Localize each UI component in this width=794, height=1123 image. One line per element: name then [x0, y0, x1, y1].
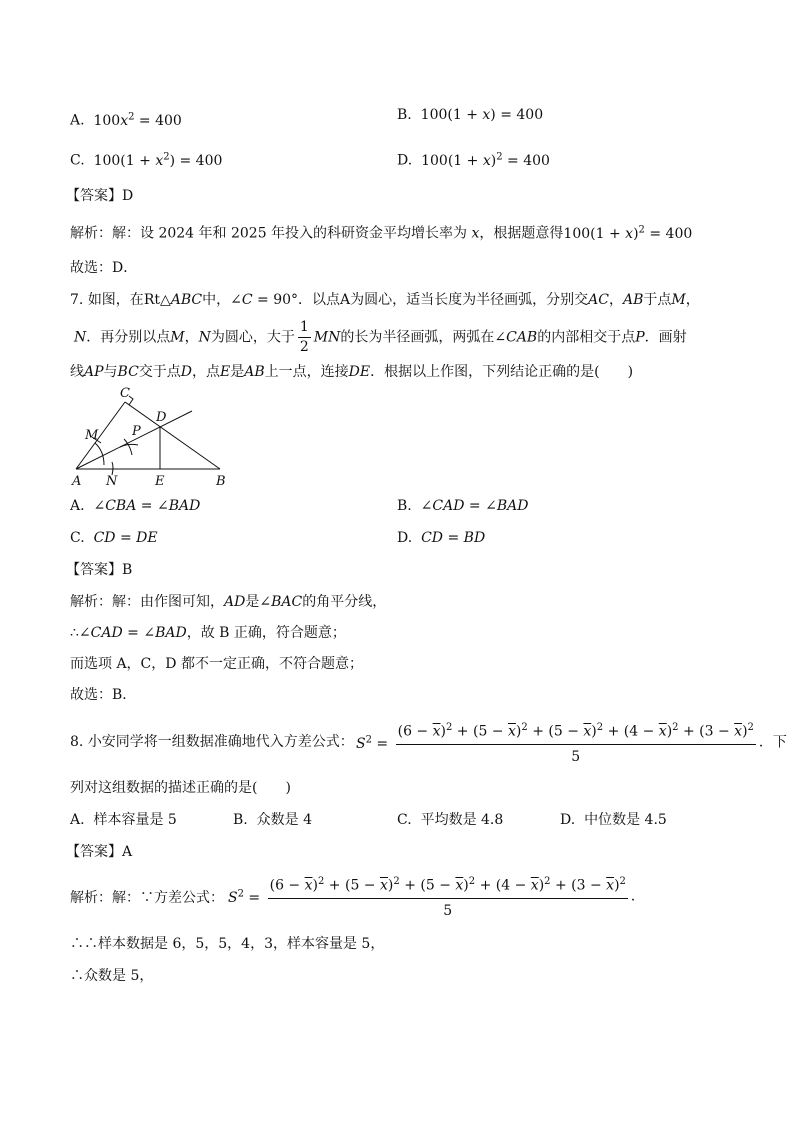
q7-line-3: 线AP与BC交于点D，点E是AB上一点，连接DE．根据以上作图，下列结论正确的是( ) [70, 364, 634, 380]
q8-solution-1: 解析：解：∵方差公式： [70, 890, 224, 906]
q8-formula: $S^2$ = $\frac{(6 - \overline{x})^2 + (5 - \overline{x})^2 + (5 - \overline{x})^2 + (4 - \overline{x})^2 + (3 - \overline{x})^2}{5}$ ．下 [356, 718, 787, 767]
q6-answer: 【答案】D [66, 188, 134, 204]
q7-option-b: B. ∠CAD = ∠BAD [397, 498, 529, 514]
segment-ac [76, 402, 125, 469]
label-d: D [156, 410, 167, 425]
label-b: B [216, 474, 226, 489]
q8-line-1: 8. 小安同学将一组数据准确地代入方差公式： [70, 734, 354, 750]
q6-conclusion: 故选：D． [70, 260, 138, 276]
q6-option-d: D. $100(1 + x)^2 = 400$ [397, 151, 550, 169]
geometry-figure [68, 385, 238, 489]
q8-option-b: B. 众数是 4 [233, 812, 313, 828]
q7-conclusion: 故选：B． [70, 687, 137, 703]
q8-line-2: 列对这组数据的描述正确的是( ) [70, 780, 291, 796]
q6-option-b: B. 100(1 + x) = 400 [397, 107, 544, 123]
q6-option-a: A. $100x^2 = 400$ [70, 111, 182, 129]
label-a: A [72, 474, 82, 489]
q8-option-c: C. 平均数是 4.8 [397, 812, 504, 828]
q7-option-d: D. CD = BD [397, 530, 486, 546]
label-p: P [132, 424, 141, 439]
q8-option-d: D. 中位数是 4.5 [560, 812, 667, 828]
label-e: E [155, 474, 165, 489]
q7-solution-1: 解析：解：由作图可知，AD是∠BAC的角平分线， [70, 594, 387, 610]
q7-line-2: N．再分别以点M，N为圆心，大于 $\frac{1}{2}$ MN的长为半径画弧，两弧在∠CAB的内部相交于点P．画射 [74, 319, 687, 355]
q7-line-1: 7. 如图，在Rt△ABC中，∠C = 90°．以点A为圆心，适当长度为半径画弧，分别交AC，AB于点M， [70, 292, 700, 308]
label-m: M [85, 428, 99, 443]
label-n: N [106, 474, 118, 489]
label-c: C [120, 386, 130, 401]
q8-solution-3: ∴众数是 5， [70, 968, 154, 984]
q6-solution: 解析：解：设 2024 年和 2025 年投入的科研资金平均增长率为 x，根据题意得$100(1 + x)^2 = 400$ [70, 224, 693, 242]
arc-mn [95, 443, 104, 465]
q8-option-a: A. 样本容量是 5 [70, 812, 177, 828]
q8-solution-2: ∴∴样本数据是 6，5，5，4，3，样本容量是 5， [70, 936, 385, 952]
q8-answer: 【答案】A [66, 844, 133, 860]
q7-solution-2: ∴∠CAD = ∠BAD，故 B 正确，符合题意； [70, 625, 346, 641]
q7-answer: 【答案】B [66, 562, 133, 578]
q7-option-c: C. CD = DE [70, 530, 158, 546]
q7-option-a: A. ∠CBA = ∠BAD [70, 498, 201, 514]
q7-solution-3: 而选项 A，C，D 都不一定正确，不符合题意； [70, 656, 363, 672]
q6-option-c: C. $100(1 + x^2) = 400$ [70, 151, 223, 169]
q8-solution-formula: $S^2$ = $\frac{(6 - \overline{x})^2 + (5 - \overline{x})^2 + (5 - \overline{x})^2 + (4 - \overline{x})^2 + (3 - \overline{x})^2}{5}$ ． [228, 872, 645, 921]
